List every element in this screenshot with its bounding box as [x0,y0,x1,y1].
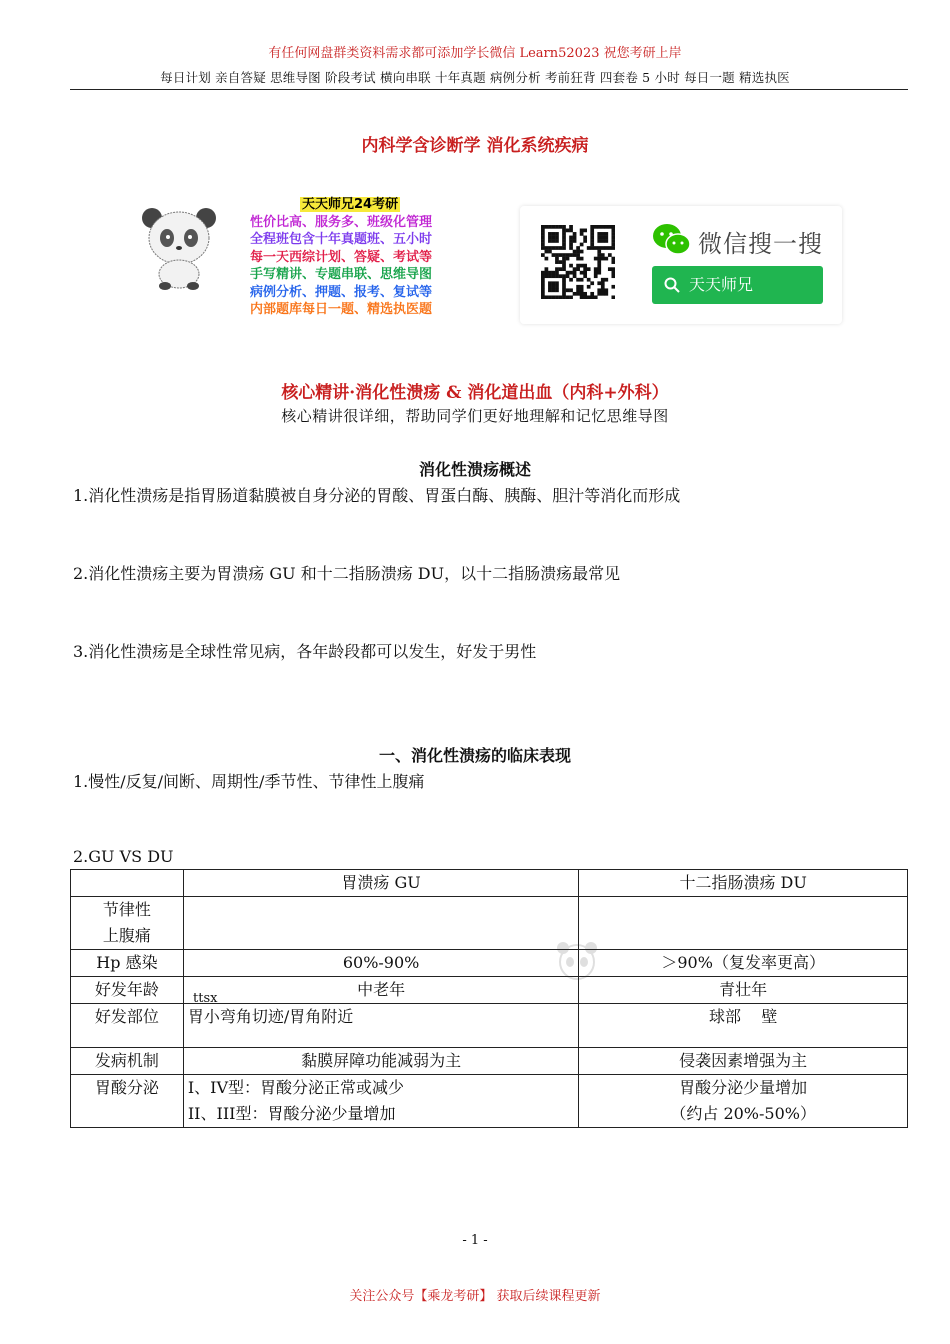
document-title: 内科学含诊断学 消化系统疾病 [361,136,589,156]
panda-mascot-icon [138,204,220,290]
row-gu [183,897,578,950]
page-number: - 1 - [462,1233,488,1248]
table-row [71,950,908,977]
core-section-title: 核心精讲·消化性溃疡 & 消化道出血（内科+外科） [281,383,669,403]
table-row [71,1004,908,1048]
clinical-item-1: 1.慢性/反复/间断、周期性/季节性、节律性上腹痛 [73,772,425,791]
promo-text-block [250,196,432,319]
row-du: 胃酸分泌少量增加 （约占 20%-50%） [579,1075,908,1128]
search-icon [664,277,680,293]
table-row [71,1075,908,1128]
row-label: 好发年龄 [71,977,184,1004]
promo-line: 病例分析、押题、报考、复试等 [250,284,433,300]
stray-text: ttsx [193,991,218,1006]
row-label: 节律性 上腹痛 [71,897,184,950]
row-du: ＞90%（复发率更高） [579,950,908,977]
clinical-item-2: 2.GU VS DU [73,847,174,866]
panda-watermark-icon [553,938,601,986]
row-du: 侵袭因素增强为主 [579,1048,908,1075]
overview-item-1: 1.消化性溃疡是指胃肠道黏膜被自身分泌的胃酸、胃蛋白酶、胰酶、胆汁等消化而形成 [73,486,681,505]
core-section-subtitle: 核心精讲很详细，帮助同学们更好地理解和记忆思维导图 [281,407,669,425]
wechat-search-query: 天天师兄 [689,275,754,294]
row-gu: 黏膜屏障功能减弱为主 [183,1048,578,1075]
qr-code-icon [541,225,615,299]
promo-highlight: 天天师兄24考研 [302,197,399,212]
promo-line: 内部题库每日一题、精选执医题 [250,302,433,317]
header-note: 有任何网盘群类资料需求都可添加学长微信 Learn52023 祝您考研上岸 [268,46,682,61]
promo-line: 性价比高、服务多、班级化管理 [250,214,433,230]
row-du: 青壮年 [579,977,908,1004]
table-header-gu: 胃溃疡 GU [183,870,578,897]
row-gu: 胃小弯角切迹/胃角附近 [183,1004,578,1048]
promo-line: 手写精讲、专题串联、思维导图 [250,267,433,282]
table-row [71,1048,908,1075]
table-header-row [71,870,908,897]
row-label: Hp 感染 [71,950,184,977]
table-header-du: 十二指肠溃疡 DU [579,870,908,897]
wechat-search-button[interactable] [652,266,823,304]
row-gu: I、IV型：胃酸分泌正常或减少 II、III型：胃酸分泌少量增加 [183,1075,578,1128]
wechat-search-label: 微信搜一搜 [698,230,823,258]
row-gu: 中老年 [183,977,578,1004]
promo-line: 每一天西综计划、答疑、考试等 [250,249,433,265]
table-row [71,897,908,950]
row-label: 发病机制 [71,1048,184,1075]
overview-item-3: 3.消化性溃疡是全球性常见病，各年龄段都可以发生，好发于男性 [73,642,537,661]
row-label: 胃酸分泌 [71,1075,184,1128]
row-du [579,897,908,950]
row-gu: 60%-90% [183,950,578,977]
overview-title: 消化性溃疡概述 [418,460,531,479]
clinical-title: 一、消化性溃疡的临床表现 [378,746,571,765]
row-du: 球部 壁 [579,1004,908,1048]
promo-line: 全程班包含十年真题班、五小时 [250,232,433,247]
header-nav-line: 每日计划 亲自答疑 思维导图 阶段考试 横向串联 十年真题 病例分析 考前狂背 四套卷 5 小时 每日一题 精选执医 [160,70,790,85]
overview-item-2: 2.消化性溃疡主要为胃溃疡 GU 和十二指肠溃疡 DU，以十二指肠溃疡最常见 [73,564,621,583]
header-divider [70,89,908,90]
footer-note: 关注公众号【乘龙考研】 获取后续课程更新 [349,1289,601,1304]
table-header-empty [71,870,184,897]
wechat-logo-icon [652,222,692,258]
row-label: 好发部位 [71,1004,184,1048]
